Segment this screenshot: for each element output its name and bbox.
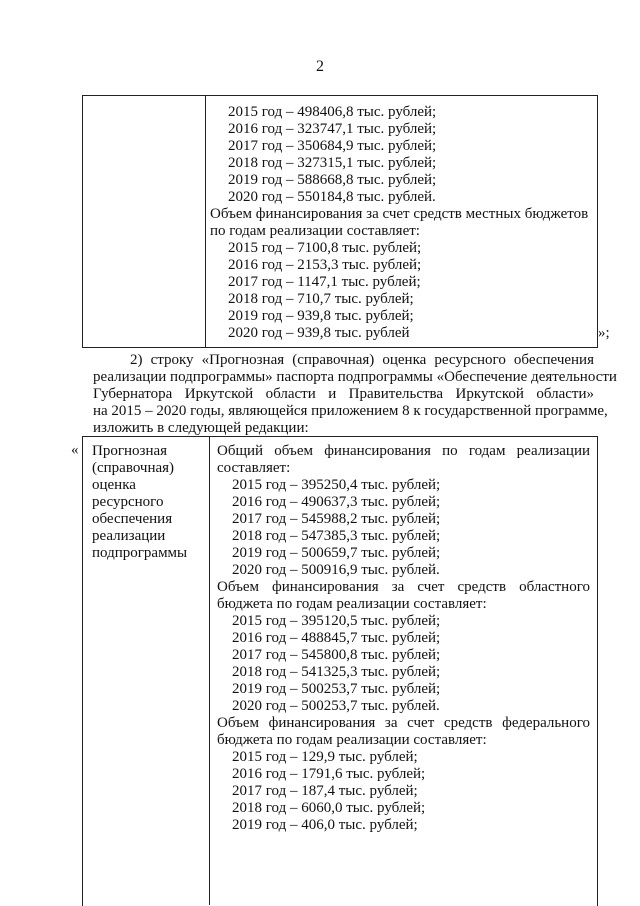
table2-column-divider	[209, 436, 210, 905]
table2-line: 2019 год – 500659,7 тыс. рублей;	[232, 545, 441, 561]
paragraph-line: реализации подпрограммы» паспорта подпрограммы «Обеспечение деятельности	[93, 369, 617, 385]
table1-line: 2015 год – 7100,8 тыс. рублей;	[228, 240, 422, 256]
table2-line: бюджета по годам реализации составляет:	[217, 732, 487, 748]
table2-label-line: (справочная)	[92, 460, 175, 476]
table2-line: 2017 год – 545988,2 тыс. рублей;	[232, 511, 441, 527]
table2-label-line: оценка	[92, 477, 136, 493]
table2-line: 2017 год – 187,4 тыс. рублей;	[232, 783, 418, 799]
table1-line: Объем финансирования за счет средств местных бюджетов	[210, 206, 589, 222]
table2-line: 2019 год – 406,0 тыс. рублей;	[232, 817, 418, 833]
table2-line: 2020 год – 500253,7 тыс. рублей.	[232, 698, 440, 714]
table1-line: 2018 год – 710,7 тыс. рублей;	[228, 291, 414, 307]
table2-label-line: Прогнозная	[92, 443, 168, 459]
table1-line: 2020 год – 939,8 тыс. рублей	[228, 325, 410, 341]
table2-line: Объем финансирования за счет средств федерального	[217, 715, 590, 731]
paragraph-line: Губернатора Иркутской области и Правительства Иркутской области»	[93, 386, 594, 402]
table2-line: 2018 год – 541325,3 тыс. рублей;	[232, 664, 441, 680]
table1-line: 2018 год – 327315,1 тыс. рублей;	[228, 155, 437, 171]
page-number: 2	[316, 58, 324, 75]
table1-line: 2016 год – 2153,3 тыс. рублей;	[228, 257, 422, 273]
paragraph-line: 2) строку «Прогнозная (справочная) оценка ресурсного обеспечения	[130, 352, 594, 368]
closing-quote: »;	[598, 325, 610, 341]
table1-line: по годам реализации составляет:	[210, 223, 420, 239]
table1-line: 2015 год – 498406,8 тыс. рублей;	[228, 104, 437, 120]
table2-label-line: обеспечения	[92, 511, 173, 527]
table1-column-divider	[205, 95, 206, 347]
table2-line: Общий объем финансирования по годам реализации	[217, 443, 590, 459]
table1-line: 2017 год – 1147,1 тыс. рублей;	[228, 274, 421, 290]
table2-line: 2018 год – 6060,0 тыс. рублей;	[232, 800, 426, 816]
table2-line: 2019 год – 500253,7 тыс. рублей;	[232, 681, 441, 697]
table2-line: бюджета по годам реализации составляет:	[217, 596, 487, 612]
table1-line: 2019 год – 588668,8 тыс. рублей;	[228, 172, 437, 188]
table2-label-line: ресурсного	[92, 494, 164, 510]
table2-label-line: реализации	[92, 528, 166, 544]
table2-line: Объем финансирования за счет средств областного	[217, 579, 590, 595]
table2-label-line: подпрограммы	[92, 545, 188, 561]
table2-line: составляет:	[217, 460, 291, 476]
table1-line: 2017 год – 350684,9 тыс. рублей;	[228, 138, 437, 154]
paragraph-line: на 2015 – 2020 годы, являющейся приложением 8 к государственной программе,	[93, 403, 608, 419]
table1-line: 2020 год – 550184,8 тыс. рублей.	[228, 189, 436, 205]
table2-line: 2015 год – 395120,5 тыс. рублей;	[232, 613, 441, 629]
open-quote: «	[71, 442, 79, 458]
table2-line: 2015 год – 395250,4 тыс. рублей;	[232, 477, 441, 493]
table1-line: 2016 год – 323747,1 тыс. рублей;	[228, 121, 437, 137]
paragraph-line: изложить в следующей редакции:	[93, 420, 309, 436]
table2-line: 2020 год – 500916,9 тыс. рублей.	[232, 562, 440, 578]
table2-line: 2016 год – 488845,7 тыс. рублей;	[232, 630, 441, 646]
table2-line: 2016 год – 490637,3 тыс. рублей;	[232, 494, 441, 510]
table1-line: 2019 год – 939,8 тыс. рублей;	[228, 308, 414, 324]
table2-line: 2015 год – 129,9 тыс. рублей;	[232, 749, 418, 765]
table2-line: 2018 год – 547385,3 тыс. рублей;	[232, 528, 441, 544]
table2-line: 2017 год – 545800,8 тыс. рублей;	[232, 647, 441, 663]
table2-line: 2016 год – 1791,6 тыс. рублей;	[232, 766, 426, 782]
